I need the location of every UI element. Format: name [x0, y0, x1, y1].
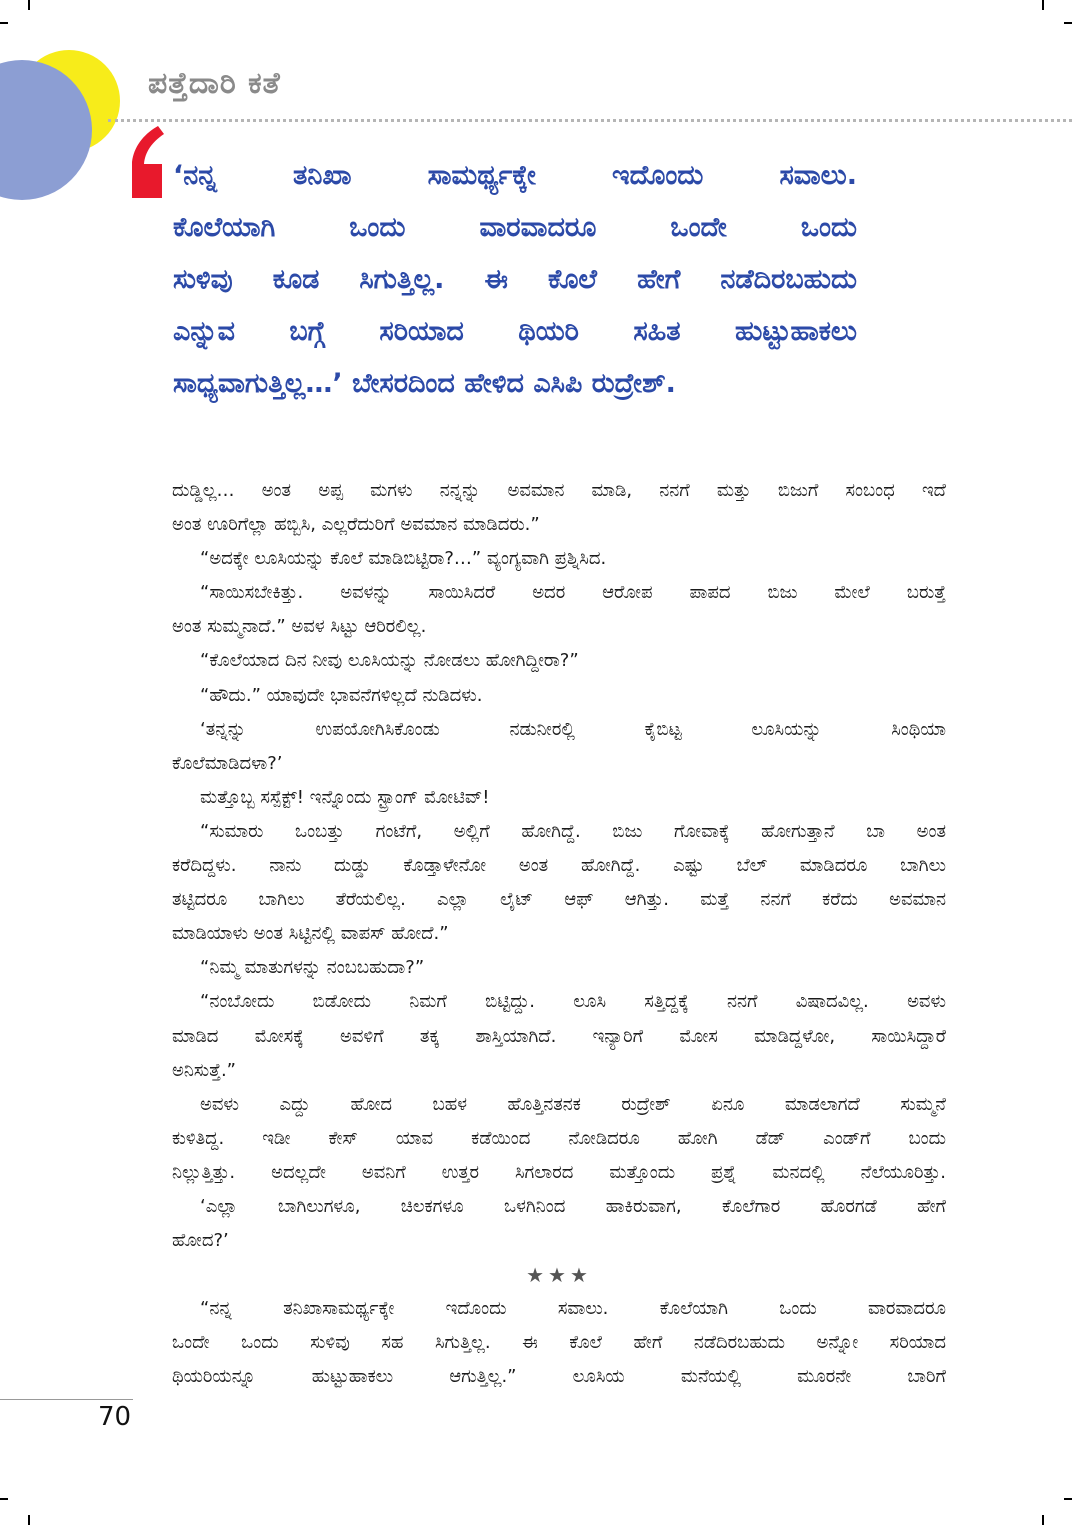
body-line: “ಸಾಯಿಸಬೇಕಿತ್ತು. ಅವಳನ್ನು ಸಾಯಿಸಿದರೆ ಅದರ ಆರೋಪ ಪಾಪದ ಬಿಜು ಮೇಲೆ ಬರುತ್ತೆ	[200, 582, 946, 604]
body-line: ಮಾಡಿದ ಮೋಸಕ್ಕೆ ಅವಳಿಗೆ ತಕ್ಕ ಶಾಸ್ತಿಯಾಗಿದೆ. ಇನ್ಯಾರಿಗೆ ಮೋಸ ಮಾಡಿದ್ದಳೋ, ಸಾಯಿಸಿದ್ದಾರೆ	[172, 1025, 946, 1047]
pull-quote-line: ಸಾಧ್ಯವಾಗುತ್ತಿಲ್ಲ…’ ಬೇಸರದಿಂದ ಹೇಳಿದ ಎಸಿಪಿ ರುದ್ರೇಶ್.	[173, 368, 676, 399]
body-line: ದುಡ್ಡಿಲ್ಲ… ಅಂತ ಅಪ್ಪ ಮಗಳು ನನ್ನನ್ನು ಅವಮಾನ ಮಾಡಿ, ನನಗೆ ಮತ್ತು ಬಿಜುಗೆ ಸಂಬಂಧ ಇದೆ	[172, 480, 946, 501]
body-line: “ಸುಮಾರು ಒಂಬತ್ತು ಗಂಟೆಗೆ, ಅಲ್ಲಿಗೆ ಹೋಗಿದ್ದೆ. ಬಿಜು ಗೋವಾಕ್ಕೆ ಹೋಗುತ್ತಾನೆ ಬಾ ಅಂತ	[200, 820, 946, 842]
crop-mark	[0, 22, 8, 24]
pull-quote-line: ಕೊಲೆಯಾಗಿ ಒಂದು ವಾರವಾದರೂ ಒಂದೇ ಒಂದು	[173, 212, 857, 243]
body-line: “ನಂಬೋದು ಬಿಡೋದು ನಿಮಗೆ ಬಿಟ್ಟಿದ್ದು. ಲೂಸಿ ಸತ್ತಿದ್ದಕ್ಕೆ ನನಗೆ ವಿಷಾದವಿಲ್ಲ. ಅವಳು	[200, 991, 946, 1013]
body-line: ‘ಎಲ್ಲಾ ಬಾಗಿಲುಗಳೂ, ಚಿಲಕಗಳೂ ಒಳಗಿನಿಂದ ಹಾಕಿರುವಾಗ, ಕೊಲೆಗಾರ ಹೊರಗಡೆ ಹೇಗೆ	[200, 1195, 946, 1217]
body-line: ಮಾಡಿಯಾಳು ಅಂತ ಸಿಟ್ಟಿನಲ್ಲಿ ವಾಪಸ್ ಹೋದೆ.”	[172, 923, 449, 945]
body-line: “ನನ್ನ ತನಿಖಾಸಾಮರ್ಥ್ಯಕ್ಕೇ ಇದೊಂದು ಸವಾಲು. ಕೊಲೆಯಾಗಿ ಒಂದು ವಾರವಾದರೂ	[200, 1298, 946, 1320]
footer-rule	[0, 1399, 133, 1400]
body-line: ಥಿಯರಿಯನ್ನೂ ಹುಟ್ಟುಹಾಕಲು ಆಗುತ್ತಿಲ್ಲ.” ಲೂಸಿಯ ಮನೆಯಲ್ಲಿ ಮೂರನೇ ಬಾರಿಗೆ	[172, 1366, 946, 1388]
pull-quote-line: ಎನ್ನುವ ಬಗ್ಗೆ ಸರಿಯಾದ ಥಿಯರಿ ಸಹಿತ ಹುಟ್ಟುಹಾಕಲು	[173, 316, 857, 347]
crop-mark	[1064, 22, 1072, 24]
dotted-divider	[108, 119, 1072, 122]
body-line: ಕುಳಿತಿದ್ದ. ಇಡೀ ಕೇಸ್ ಯಾವ ಕಡೆಯಿಂದ ನೋಡಿದರೂ ಹೋಗಿ ಡೆಡ್ ಎಂಡ್‌ಗೆ ಬಂದು	[172, 1127, 946, 1149]
page-number: 70	[98, 1402, 132, 1432]
body-line: ಮತ್ತೊಬ್ಬ ಸಸ್ಪೆಕ್ಟ್! ಇನ್ನೊಂದು ಸ್ಟ್ರಾಂಗ್ ಮೋಟಿವ್!	[200, 786, 490, 808]
crop-mark	[1042, 0, 1044, 10]
pull-quote	[173, 150, 857, 410]
pull-quote-line: ‘ನನ್ನ ತನಿಖಾ ಸಾಮರ್ಥ್ಯಕ್ಕೇ ಇದೊಂದು ಸವಾಲು.	[173, 160, 857, 191]
body-line: ಕೊಲೆಮಾಡಿದಳಾ?’	[172, 752, 283, 774]
quote-mark-icon	[128, 124, 166, 200]
body-line: ಒಂದೇ ಒಂದು ಸುಳಿವು ಸಹ ಸಿಗುತ್ತಿಲ್ಲ. ಈ ಕೊಲೆ ಹೇಗೆ ನಡೆದಿರಬಹುದು ಅನ್ನೋ ಸರಿಯಾದ	[172, 1332, 946, 1354]
body-line: ಅವಳು ಎದ್ದು ಹೋದ ಬಹಳ ಹೊತ್ತಿನತನಕ ರುದ್ರೇಶ್ ಏನೂ ಮಾಡಲಾಗದೆ ಸುಮ್ಮನೆ	[200, 1093, 946, 1115]
body-line: ಅಂತ ಸುಮ್ಮನಾದೆ.” ಅವಳ ಸಿಟ್ಟು ಆರಿರಲಿಲ್ಲ.	[172, 616, 427, 638]
body-line: “ಅದಕ್ಕೇ ಲೂಸಿಯನ್ನು ಕೊಲೆ ಮಾಡಿಬಿಟ್ಟಿರಾ?…” ವ್ಯಂಗ್ಯವಾಗಿ ಪ್ರಶ್ನಿಸಿದ.	[200, 548, 607, 570]
body-line: ಕರೆದಿದ್ದಳು. ನಾನು ದುಡ್ಡು ಕೊಡ್ತಾಳೇನೋ ಅಂತ ಹೋಗಿದ್ದೆ. ಎಷ್ಟು ಬೆಲ್ ಮಾಡಿದರೂ ಬಾಗಿಲು	[172, 855, 946, 877]
body-line: “ನಿಮ್ಮ ಮಾತುಗಳನ್ನು ನಂಬಬಹುದಾ?”	[200, 957, 425, 979]
section-title: ಪತ್ತೆದಾರಿ ಕತೆ	[148, 66, 281, 101]
body-line: ಹೋದ?’	[172, 1230, 229, 1252]
body-line: ಅನಿಸುತ್ತೆ.”	[172, 1059, 236, 1081]
body-line: “ಕೊಲೆಯಾದ ದಿನ ನೀವು ಲೂಸಿಯನ್ನು ನೋಡಲು ಹೋಗಿದ್ದೀರಾ?”	[200, 650, 579, 672]
body-line: ಅಂತ ಊರಿಗೆಲ್ಲಾ ಹಬ್ಬಿಸಿ, ಎಲ್ಲರೆದುರಿಗೆ ಅವಮಾನ ಮಾಡಿದರು.”	[172, 514, 540, 536]
body-line: ನಿಲ್ಲುತ್ತಿತ್ತು. ಅದಲ್ಲದೇ ಅವನಿಗೆ ಉತ್ತರ ಸಿಗಲಾರದ ಮತ್ತೊಂದು ಪ್ರಶ್ನೆ ಮನದಲ್ಲಿ ನೆಲೆಯೂರಿತ್ತು.	[172, 1161, 946, 1183]
crop-mark	[1064, 1498, 1072, 1500]
crop-mark	[0, 1498, 8, 1500]
body-line: “ಹೌದು.” ಯಾವುದೇ ಭಾವನೆಗಳಿಲ್ಲದೆ ನುಡಿದಳು.	[200, 684, 483, 706]
crop-mark	[28, 0, 30, 10]
body-line: ತಟ್ಟಿದರೂ ಬಾಗಿಲು ತೆರೆಯಲಿಲ್ಲ. ಎಲ್ಲಾ ಲೈಟ್ ಆಫ್ ಆಗಿತ್ತು. ಮತ್ತೆ ನನಗೆ ಕರೆದು ಅವಮಾನ	[172, 889, 946, 911]
crop-mark	[1042, 1515, 1044, 1525]
section-break-stars: ★★★	[526, 1263, 592, 1288]
story-body	[172, 474, 946, 1395]
body-line: ‘ತನ್ನನ್ನು ಉಪಯೋಗಿಸಿಕೊಂಡು ನಡುನೀರಲ್ಲಿ ಕೈಬಿಟ್ಟ ಲೂಸಿಯನ್ನು ಸಿಂಥಿಯಾ	[200, 718, 946, 740]
crop-mark	[28, 1515, 30, 1525]
pull-quote-line: ಸುಳಿವು ಕೂಡ ಸಿಗುತ್ತಿಲ್ಲ. ಈ ಕೊಲೆ ಹೇಗೆ ನಡೆದಿರಬಹುದು	[173, 264, 857, 295]
